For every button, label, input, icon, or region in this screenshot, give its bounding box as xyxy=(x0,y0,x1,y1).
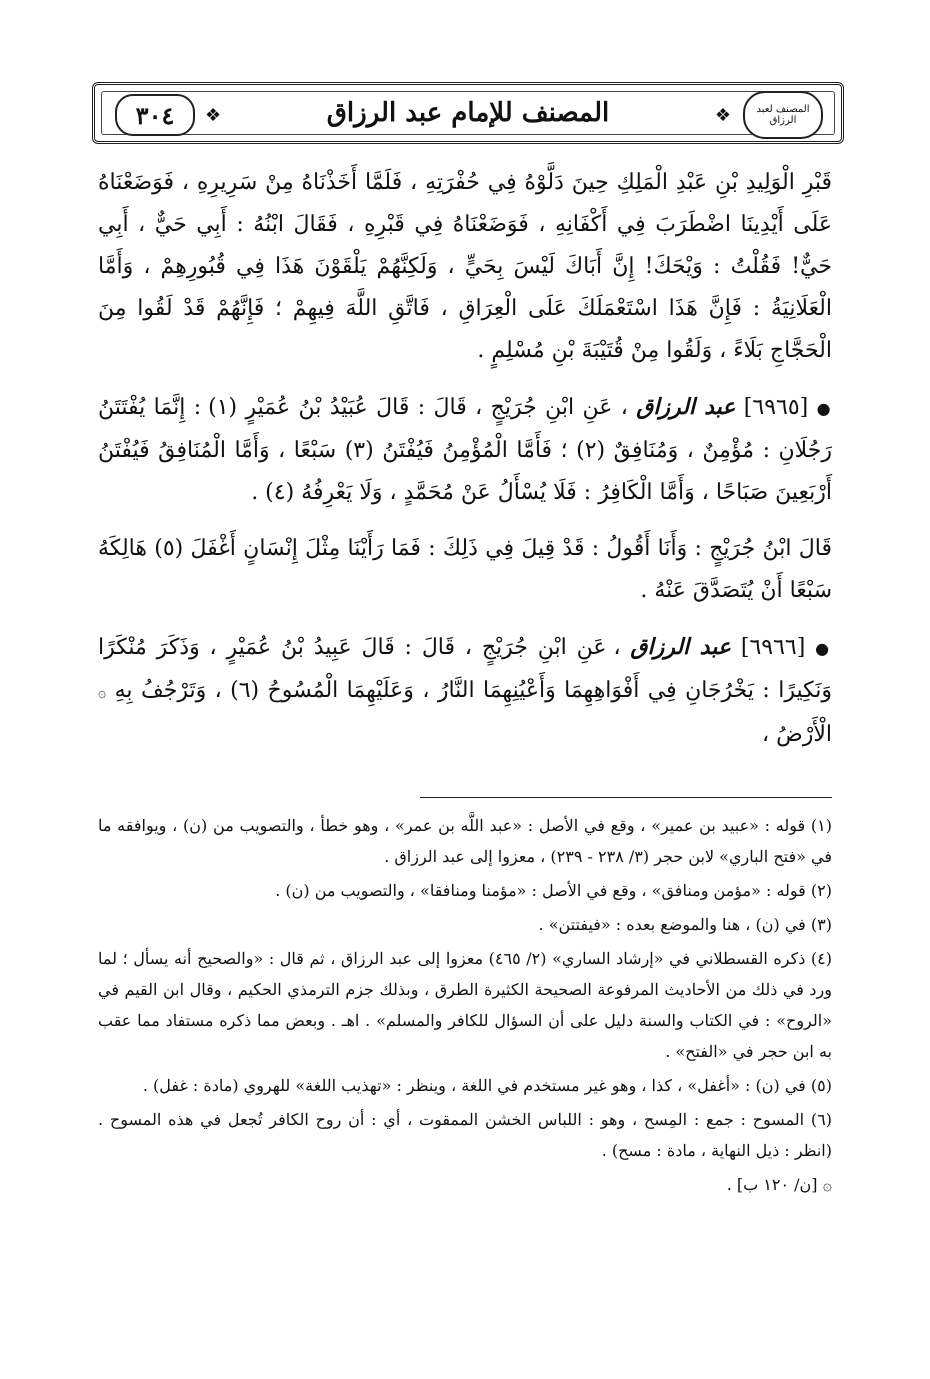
header-seal: المصنف لعبد الرزاق xyxy=(743,91,823,139)
paragraph: قَالَ ابْنُ جُرَيْجٍ : وَأَنَا أَقُولُ : قَدْ قِيلَ فِي ذَلِكَ : فَمَا رَأَيْنَا مِثْلَ إِنْسَانٍ أَغْفَلَ (٥) هَالِكَهُ سَبْعًا أَنْ يُتَصَدَّقَ عَنْهُ . xyxy=(98,536,832,603)
manuscript-marker-icon: ۞ xyxy=(98,685,107,701)
footnote: (٤) ذكره القسطلاني في «إرشاد الساري» (٢/ ٤٦٥) معزوا إلى عبد الرزاق ، ثم قال : «والصحيح أنه يسأل ؛ لما ورد في ذلك من الأحاديث المرفوعة الصحيحة الكثيرة الطرق ، وبذلك جزم الترمذي الحكيم ، وقال ابن القيم في «الروح» : في الكتاب والسنة دليل على أن السؤال للكافر والمسلم» . اهـ . وبعض مما ذكره مستفاد مما عقب به ابن حجر في «الفتح» . xyxy=(98,949,832,1061)
hadith-6965 xyxy=(98,386,832,514)
hadith-text: ، عَنِ ابْنِ جُرَيْجٍ ، قَالَ : قَالَ عَبِيدُ بْنُ عُمَيْرٍ ، وَذَكَرَ مُنْكَرًا وَنَكِيرًا : يَخْرُجَانِ فِي أَفْوَاهِهِمَا وَأَعْيُنِهِمَا النَّارُ ، وَعَلَيْهِمَا الْمُسُوحُ (٦) ، وَتَرْجُفُ بِهِ xyxy=(98,635,833,703)
ornament-icon: ❖ xyxy=(205,105,222,126)
footnote: (٥) في (ن) : «أغفل» ، كذا ، وهو غير مستخدم في اللغة ، وينظر : «تهذيب اللغة» للهروي (مادة : غفل) . xyxy=(142,1076,832,1095)
page-number: ٣٠٤ xyxy=(115,94,195,136)
footnote: (٦) المسوح : جمع : المِسح ، وهو : اللباس الخشن الممقوت ، أي : أن روح الكافر تُجعل في هذه المسوح . (انظر : ذيل النهاية ، مادة : مسح) . xyxy=(98,1110,832,1160)
bullet-icon: ● xyxy=(816,399,833,418)
hadith-number: [٦٩٦٥] xyxy=(743,395,809,420)
paragraph: قَبْرِ الْوَلِيدِ بْنِ عَبْدِ الْمَلِكِ حِينَ دَلَّوْهُ فِي حُفْرَتِهِ ، فَلَمَّا أَخَذْنَاهُ مِنْ سَرِيرِهِ ، فَوَضَعْنَاهُ عَلَى أَيْدِينَا اضْطَرَبَ فِي أَكْفَانِهِ ، فَوَضَعْنَاهُ فِي قَبْرِهِ ، فَقَالَ ابْنُهُ : أَبِي حَيٌّ ، أَبِي حَيٌّ! فَقُلْتُ : وَيْحَكَ! إِنَّ أَبَاكَ لَيْسَ بِحَيٍّ ، وَلَكِنَّهُمْ يَلْقَوْنَ هَذَا فِي قُبُورِهِمْ ، وَأَمَّا الْعَلَانِيَةُ : فَإِنَّ هَذَا اسْتَعْمَلَكَ عَلَى الْعِرَاقِ ، فَاتَّقِ اللَّهَ فِيهِمْ ؛ فَإِنَّهُمْ قَدْ لَقُوا مِنَ الْحَجَّاجِ بَلَاءً ، وَلَقُوا مِنْ قُتَيْبَةَ بْنِ مُسْلِمٍ . xyxy=(98,170,832,363)
hadith-source: عبد الرزاق xyxy=(630,634,731,660)
bullet-icon: ● xyxy=(815,639,832,658)
footnote: (١) قوله : «عبيد بن عمير» ، وقع في الأصل : «عبد اللَّه بن عمر» ، وهو خطأ ، والتصويب من (ن) ، ويوافقه ما في «فتح الباري» لابن حجر (٣/ ٢٣٨ - ٢٣٩) ، معزوا إلى عبد الرزاق . xyxy=(98,816,832,866)
ornament-icon: ❖ xyxy=(714,105,731,126)
page-header xyxy=(92,82,844,144)
hadith-source: عبد الرزاق xyxy=(636,394,736,420)
hadith-text: ، عَنِ ابْنِ جُرَيْجٍ ، قَالَ : قَالَ عُبَيْدُ بْنُ عُمَيْرٍ (١) : إِنَّمَا يُفْتَتَنُ رَجُلَانِ : مُؤْمِنٌ ، وَمُنَافِقٌ (٢) ؛ فَأَمَّا الْمُؤْمِنُ فَيُفْتَنُ (٣) سَبْعًا ، وَأَمَّا الْمُنَافِقُ فَيُفْتَنُ أَرْبَعِينَ صَبَاحًا ، وَأَمَّا الْكَافِرُ : فَلَا يُسْأَلُ عَنْ مُحَمَّدٍ ، وَلَا يَعْرِفُهُ (٤) . xyxy=(98,395,832,505)
footnote-divider xyxy=(420,797,832,798)
book-title: المصنف للإمام عبد الرزاق xyxy=(313,98,623,128)
footnote: ۞ [ن/ ١٢٠ ب] . xyxy=(726,1175,832,1194)
hadith-number: [٦٩٦٦] xyxy=(740,635,806,660)
footnote: (٢) قوله : «مؤمن ومنافق» ، وقع في الأصل : «مؤمنا ومنافقا» ، والتصويب من (ن) . xyxy=(275,881,832,900)
main-text xyxy=(98,162,832,770)
hadith-text-tail: الْأَرْضُ ، xyxy=(762,722,832,747)
footnote: (٣) في (ن) ، هنا والموضع بعده : «فيفتتن» . xyxy=(538,915,832,934)
hadith-6966 xyxy=(98,626,832,756)
footnotes xyxy=(98,810,832,1203)
